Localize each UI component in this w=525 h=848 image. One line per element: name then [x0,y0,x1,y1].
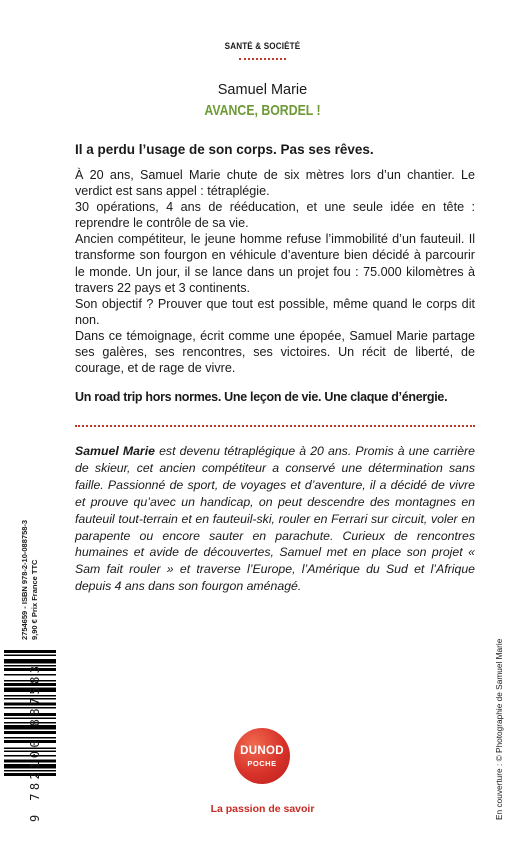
dotted-divider-top [239,58,286,62]
isbn-line: 2754659 - ISBN 978-2-10-088758-3 [20,519,29,640]
book-title: AVANCE, BORDEL ! [204,102,321,119]
author-name: Samuel Marie [217,82,308,98]
blurb-paragraph: Ancien compétiteur, le jeune homme refuse l’immobilité d’un fauteuil. Il transforme son fourgon en véhicule d’aventure bien décidé à parcourir le monde. Un jour, il se lance dans un projet fou : 75.000 kilomètres à travers 22 pays et 3 continents. [75,232,475,295]
blurb-lead: Il a perdu l’usage de son corps. Pas ses rêves. [75,142,374,157]
publisher-slogan: La passion de savoir [210,803,315,815]
blurb-paragraph: Son objectif ? Prouver que tout est possible, même quand le corps dit non. [75,296,475,327]
collection-label: SANTÉ & SOCIÉTÉ [224,41,301,52]
blurb-paragraph: À 20 ans, Samuel Marie chute de six mètres lors d’un chantier. Le verdict est sans appel : tétraplégie. [75,168,475,199]
dotted-divider [75,425,475,429]
price-line: 9,90 € Prix France TTC [30,559,39,640]
publisher-sub: POCHE [247,759,277,768]
photo-credit: En couverture : © Photographie de Samuel Marie [494,638,504,820]
publisher-logo [234,728,290,784]
blurb-paragraph: Dans ce témoignage, écrit comme une épopée, Samuel Marie partage ses galères, ses rencontres, ses victoires. Un récit de liberté, de courage, et de rage de vivre. [75,328,475,376]
author-bio [75,443,475,595]
blurb [75,142,475,404]
bio-text: est devenu tétraplégique à 20 ans. Promis à une carrière de skieur, cet ancien compétiteur a conservé une détermination sans faille. Passionné de sport, de voyages et d’aventure, il a décidé de vivre et prouve qu’avec un handicap, on peut descendre des montagnes en fauteuil tout-terrain et en fauteuil-ski, rouler en Ferrari sur circuit, voler en parapente ou encore sauter en parachute. Curieux de rencontres humaines et avide de découvertes, Samuel met en place son projet « Sam fait rouler » et traverse l’Europe, l’Amérique du Sud et l’Afrique depuis 4 ans dans son fourgon aménagé. [75,444,475,594]
blurb-tagline: Un road trip hors normes. Une leçon de vie. Une claque d’énergie. [75,390,448,405]
bio-author-name: Samuel Marie [75,444,155,458]
barcode-digits: 9 782100 887583 [28,662,42,822]
isbn-block [20,480,40,640]
blurb-paragraph: 30 opérations, 4 ans de rééducation, et une seule idée en tête : reprendre le contrôle de sa vie. [75,200,475,231]
publisher-brand: DUNOD [240,745,284,757]
